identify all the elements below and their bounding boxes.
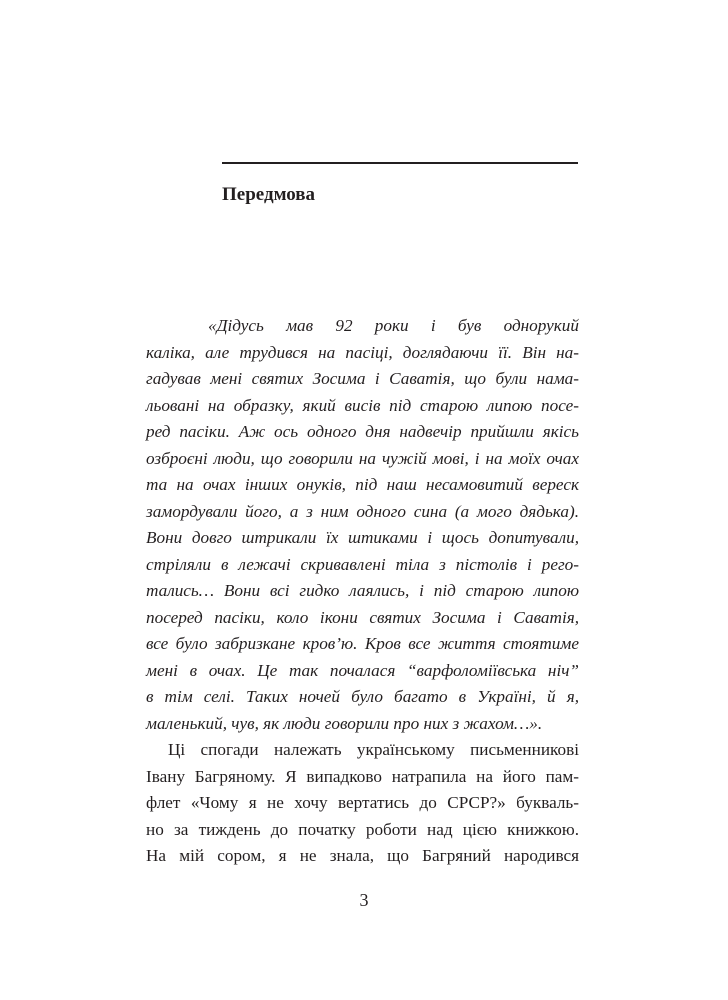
paragraph-line: На мій сором, я не знала, що Багряний народився	[146, 846, 579, 865]
quote-line: «Дідусь мав 92 роки і був однорукий	[208, 316, 579, 335]
quote-line: замордували його, а з ним одного сина (а мого дядька).	[146, 501, 579, 521]
paragraph-line: но за тиждень до початку роботи над цією книжкою.	[146, 819, 579, 839]
quote-line: каліка, але трудився на пасіці, доглядаючи її. Він на-	[146, 342, 579, 362]
epigraph-quote	[146, 313, 579, 737]
chapter-title: Передмова	[222, 184, 316, 205]
quote-line: льовані на образку, який висів під старою липою посе-	[146, 395, 579, 415]
quote-line: Вони довго штрикали їх штиками і щось допитували,	[146, 528, 579, 547]
page-number: 3	[359, 890, 369, 910]
paragraph-line: флет «Чому я не хочу вертатись до СРСР?» букваль-	[146, 793, 579, 812]
paragraph-line: Ці спогади належать українському письменникові	[168, 740, 579, 759]
quote-line: маленький, чув, як люди говорили про них з жахом…».	[146, 713, 543, 733]
quote-line: в тім селі. Таких ночей було багато в Україні, й я,	[146, 687, 579, 706]
quote-line: стріляли в лежачі скривавлені тіла з пістолів і рего-	[146, 554, 579, 574]
quote-line: все було забризкане кров’ю. Кров все життя стоятиме	[146, 634, 579, 653]
quote-line: ред пасіки. Аж ось одного дня надвечір прийшли якісь	[146, 422, 579, 441]
quote-line: мені в очах. Це так почалася “варфоломіївська ніч”	[146, 660, 579, 680]
heading-rule	[222, 162, 578, 164]
body-paragraph	[146, 737, 579, 870]
quote-line: тались… Вони всі гидко лаялись, і під старою липою	[146, 581, 579, 600]
quote-line: гадував мені святих Зосима і Саватія, що були нама-	[146, 369, 579, 388]
paragraph-line: Івану Багряному. Я випадково натрапила на його пам-	[146, 766, 579, 786]
quote-line: та на очах інших онуків, під наш несамовитий вереск	[146, 475, 579, 494]
quote-line: посеред пасіки, коло ікони святих Зосима і Саватія,	[146, 607, 579, 627]
quote-line: озброєні люди, що говорили на чужій мові, і на моїх очах	[146, 448, 579, 468]
